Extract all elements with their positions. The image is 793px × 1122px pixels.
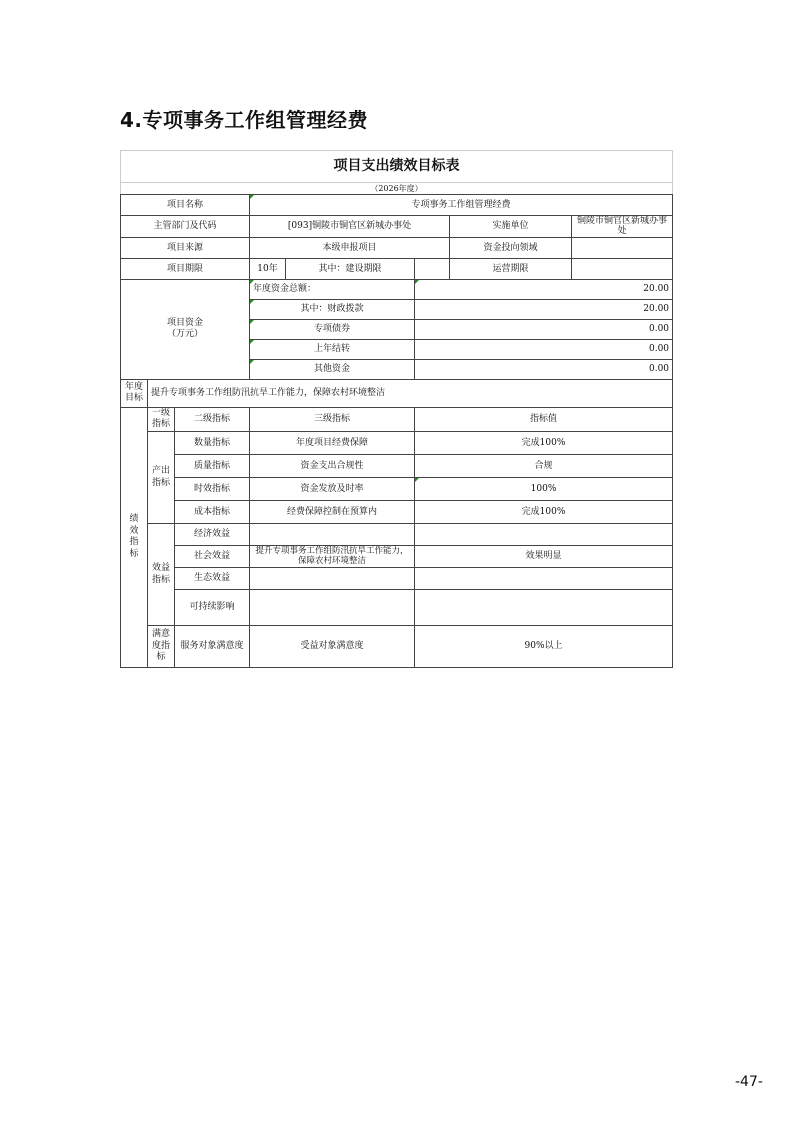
source-label: 项目来源 (121, 237, 250, 258)
satisfaction-level2: 服务对象满意度 (175, 626, 250, 668)
output-label-line: 指标 (151, 477, 170, 488)
fund-direction-label: 资金投向领域 (450, 237, 572, 258)
benefit-level3 (250, 524, 415, 546)
dept-value: [093]铜陵市铜官区新城办事处 (250, 216, 450, 238)
construction-label: 其中：建设期限 (286, 258, 415, 279)
level1-header (148, 407, 175, 431)
benefit-value: 效果明显 (415, 546, 673, 568)
page-number: -47- (735, 1074, 763, 1090)
output-value: 合规 (415, 455, 673, 478)
satisfaction-label-line: 标 (156, 652, 166, 663)
level2-header: 二级指标 (175, 407, 250, 431)
output-value: 完成100% (415, 501, 673, 524)
fund-value-carryover: 0.00 (415, 339, 673, 359)
output-level3: 资金支出合规性 (250, 455, 415, 478)
section-heading: 4.专项事务工作组管理经费 (120, 108, 369, 132)
fund-label-total: 年度资金总额： (250, 279, 415, 299)
perf-label-char: 绩 (129, 514, 139, 524)
fund-value-other: 0.00 (415, 359, 673, 379)
output-level2: 质量指标 (175, 455, 250, 478)
annual-goal-value: 提升专项事务工作组防汛抗旱工作能力，保障农村环境整洁 (148, 379, 673, 407)
output-level2: 成本指标 (175, 501, 250, 524)
benefit-level2: 经济效益 (175, 524, 250, 546)
satisfaction-level3: 受益对象满意度 (250, 626, 415, 668)
fund-label-carryover: 上年结转 (250, 339, 415, 359)
indicator-value-header: 指标值 (415, 407, 673, 431)
construction-value (415, 258, 450, 279)
output-value: 100% (415, 478, 673, 501)
table-year: （2026年度） (121, 183, 673, 195)
annual-goal-label-line2: 目标 (124, 393, 143, 404)
benefit-value (415, 524, 673, 546)
benefit-level2: 可持续影响 (175, 590, 250, 626)
benefit-level3 (250, 568, 415, 590)
perf-label-char: 效 (129, 525, 139, 536)
benefit-value (415, 590, 673, 626)
benefit-level2: 社会效益 (175, 546, 250, 568)
benefit-label-line: 效益 (151, 562, 170, 573)
fund-label-fiscal: 其中：财政拨款 (250, 299, 415, 319)
performance-goal-table (120, 150, 673, 668)
output-level3: 资金发放及时率 (250, 478, 415, 501)
funds-label (121, 279, 250, 379)
output-level3: 年度项目经费保障 (250, 432, 415, 455)
period-value: 10年 (250, 258, 286, 279)
fund-value-fiscal: 20.00 (415, 299, 673, 319)
operation-value (572, 258, 673, 279)
performance-indicators-label (121, 407, 148, 667)
fund-direction-value (572, 237, 673, 258)
benefit-indicators-label (148, 524, 175, 626)
satisfaction-label-line: 满意 (151, 629, 170, 640)
impl-unit-value: 铜陵市铜官区新城办事处 (572, 216, 673, 238)
annual-goal-label (121, 379, 148, 407)
operation-label: 运营期限 (450, 258, 572, 279)
output-label-line: 产出 (151, 465, 170, 476)
fund-label-bonds: 专项债券 (250, 319, 415, 339)
fund-label-other: 其他资金 (250, 359, 415, 379)
satisfaction-label-line: 度指 (151, 640, 170, 651)
fund-value-total: 20.00 (415, 279, 673, 299)
level1-header-line: 一级 (151, 407, 170, 418)
benefit-level2: 生态效益 (175, 568, 250, 590)
period-label: 项目期限 (121, 258, 250, 279)
level3-header: 三级指标 (250, 407, 415, 431)
funds-label-line1: 项目资金 (166, 317, 203, 328)
satisfaction-indicators-label (148, 626, 175, 668)
level1-header-line: 指标 (151, 419, 170, 430)
satisfaction-value: 90%以上 (415, 626, 673, 668)
output-level2: 数量指标 (175, 432, 250, 455)
annual-goal-label-line1: 年度 (124, 381, 143, 392)
output-value: 完成100% (415, 432, 673, 455)
benefit-label-line: 指标 (151, 574, 170, 585)
table-title: 项目支出绩效目标表 (121, 151, 673, 183)
project-name-label: 项目名称 (121, 195, 250, 216)
impl-unit-label: 实施单位 (450, 216, 572, 238)
benefit-level3: 提升专项事务工作组防汛抗旱工作能力，保障农村环境整洁 (250, 546, 415, 568)
perf-label-char: 标 (129, 549, 139, 560)
output-indicators-label (148, 432, 175, 524)
output-level2: 时效指标 (175, 478, 250, 501)
funds-label-line2: （万元） (166, 329, 203, 340)
dept-label: 主管部门及代码 (121, 216, 250, 238)
project-name-value: 专项事务工作组管理经费 (250, 195, 673, 216)
benefit-level3 (250, 590, 415, 626)
fund-value-bonds: 0.00 (415, 319, 673, 339)
output-level3: 经费保障控制在预算内 (250, 501, 415, 524)
benefit-value (415, 568, 673, 590)
perf-label-char: 指 (129, 537, 139, 548)
source-value: 本级申报项目 (250, 237, 450, 258)
